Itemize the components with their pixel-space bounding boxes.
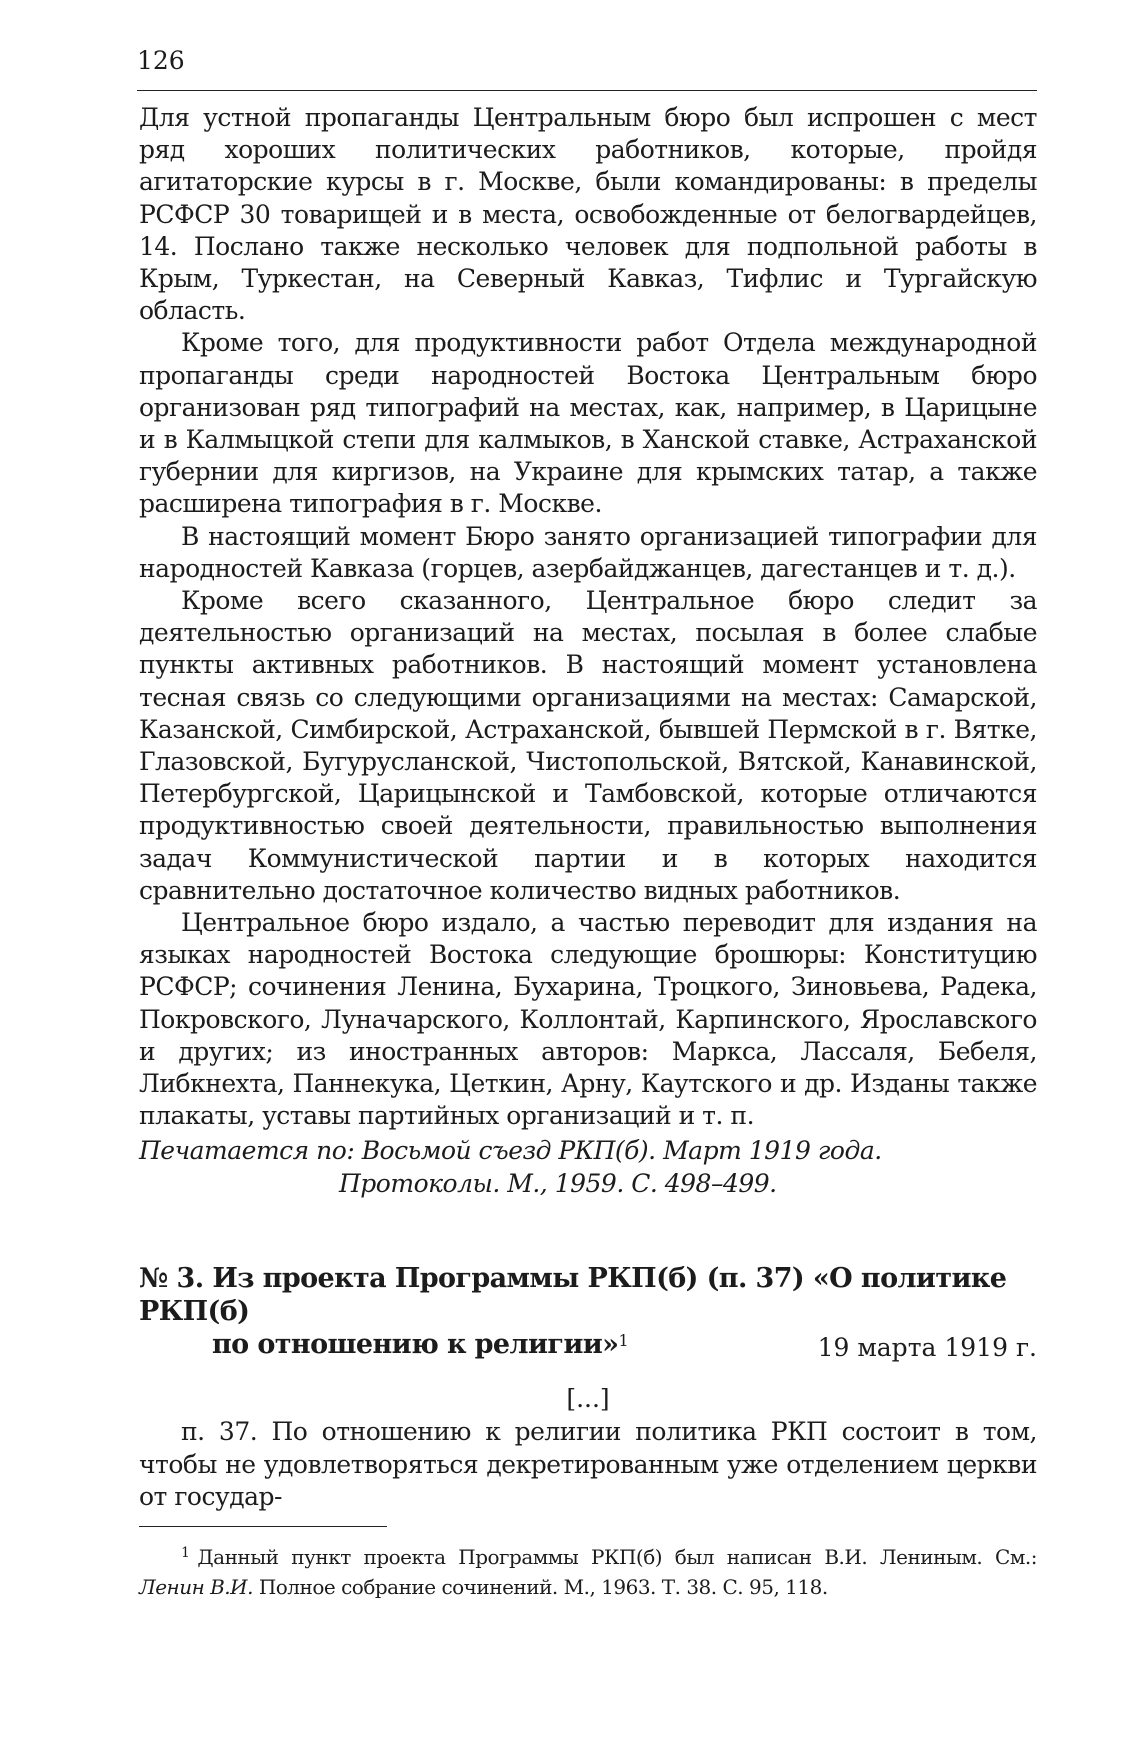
footnote-text-before: Данный пункт проекта Программы РКП(б) был написан В.И. Лениным. См.: xyxy=(197,1545,1037,1569)
paragraph-caucasus-printing: В настоящий момент Бюро занято организацией типографии для народностей Кавказа (горцев, азербайджанцев, дагестанцев и т. д.). xyxy=(139,521,1037,583)
heading-line-2-text: по отношению к религии» xyxy=(212,1329,619,1360)
item-37-paragraph: п. 37. По отношению к религии политика РКП состоит в том, чтобы не удовлетворяться декретированным уже отделением церкви от государ- xyxy=(139,1417,1037,1511)
footnote-text-after: Полное собрание сочинений. М., 1963. Т. 38. С. 95, 118. xyxy=(252,1575,828,1599)
paragraph-oral-propaganda: Для устной пропаганды Центральным бюро был испрошен с мест ряд хороших политических работников, которые, пройдя агитаторские курсы в г. Москве, были командированы: в пределы РСФСР 30 товарищей и в места, освобожденные от белогвардейцев, 14. Послано также несколько человек для подпольной работы в Крым, Туркестан, на Северный Кавказ, Тифлис и Тургайскую область. xyxy=(139,103,1037,326)
footnote-rule xyxy=(139,1526,387,1527)
omission-mark: [...] xyxy=(566,1384,610,1413)
header-rule xyxy=(137,90,1037,91)
paragraph-printing-houses: Кроме того, для продуктивности работ Отдела международной пропаганды среди народностей Востока Центральным бюро организован ряд типографий на местах, как, например, в Царицыне и в Калмыцкой степи для калмыков, в Ханской ставке, Астраханской губернии для киргизов, на Украине для крымских татар, а также расширена типография в г. Москве. xyxy=(139,328,1037,519)
footnote xyxy=(139,1542,1037,1602)
source-line-2: Протоколы. М., 1959. С. 498–499. xyxy=(339,1169,777,1198)
paragraph-brochures: Центральное бюро издало, а частью переводит для издания на языках народностей Востока следующие брошюры: Конституцию РСФСР; сочинения Ленина, Бухарина, Троцкого, Зиновьева, Радека, Покровского, Луначарского, Коллонтай, Карпинского, Ярославского и других; из иностранных авторов: Маркса, Лассаля, Бебеля, Либкнехта, Паннекука, Цеткин, Арну, Каутского и др. Изданы также плакаты, уставы партийных организаций и т. п. xyxy=(139,908,1037,1131)
document-date: 19 марта 1919 г. xyxy=(817,1333,1037,1362)
source-citation xyxy=(139,1134,1037,1200)
paragraph-local-organizations: Кроме всего сказанного, Центральное бюро следит за деятельностью организаций на местах, посылая в более слабые пункты активных работников. В настоящий момент установлена тесная связь со следующими организациями на местах: Самарской, Казанской, Симбирской, Астраханской, бывшей Пермской в г. Вятке, Глазовской, Бугурусланской, Чистопольской, Вятской, Канавинской, Петербургской, Царицынской и Тамбовской, которые отличаются продуктивностью своей деятельности, правильностью выполнения задач Коммунистической партии и в которых находится сравнительно достаточное количество видных работников. xyxy=(139,586,1037,905)
page-number: 126 xyxy=(137,46,185,75)
main-text-body xyxy=(139,102,1037,1133)
source-line-1: Печатается по: Восьмой съезд РКП(б). Март 1919 года. xyxy=(139,1136,882,1165)
footnote-marker: 1 xyxy=(181,1545,190,1561)
heading-footnote-ref: 1 xyxy=(618,1331,629,1350)
footnote-author: Ленин В.И. xyxy=(139,1575,253,1599)
heading-line-1: № 3. Из проекта Программы РКП(б) (п. 37) «О политике РКП(б) xyxy=(139,1263,1007,1327)
